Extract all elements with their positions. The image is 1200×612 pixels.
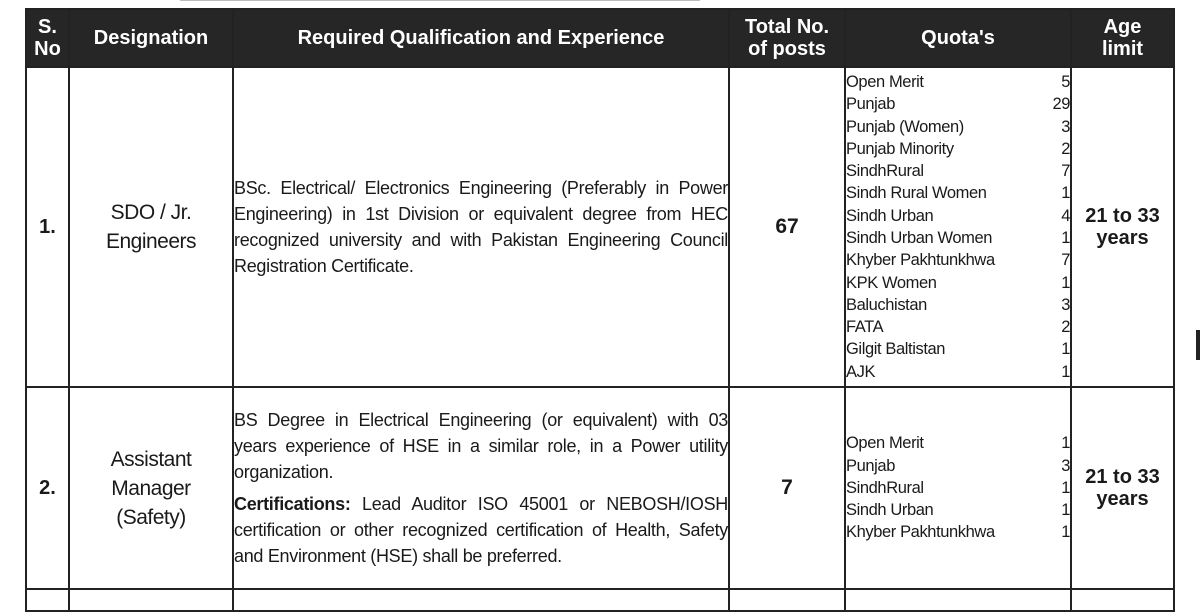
empty-cell bbox=[1071, 589, 1174, 611]
header-designation: Designation bbox=[69, 9, 233, 67]
row-sno: 1. bbox=[26, 67, 69, 387]
quota-item: Punjab (Women) 3 bbox=[846, 117, 1070, 136]
row-sno: 2. bbox=[26, 387, 69, 589]
empty-cell bbox=[845, 589, 1071, 611]
quota-item: Baluchistan 3 bbox=[846, 295, 1070, 314]
row-quota-list bbox=[845, 387, 1071, 589]
row-total-posts: 7 bbox=[729, 387, 845, 589]
quota-item: Gilgit Baltistan 1 bbox=[846, 340, 1070, 359]
quota-item: Sindh Rural Women 1 bbox=[846, 184, 1070, 203]
row-age-limit: 21 to 33 years bbox=[1071, 67, 1174, 387]
row-designation: Assistant Manager (Safety) bbox=[69, 387, 233, 589]
row-quota-list bbox=[845, 67, 1071, 387]
empty-cell bbox=[233, 589, 729, 611]
cropped-top-edge bbox=[180, 0, 700, 7]
table-row bbox=[26, 67, 1174, 387]
empty-cell bbox=[69, 589, 233, 611]
header-quota: Quota's bbox=[845, 9, 1071, 67]
quota-item: Punjab 3 bbox=[846, 456, 1070, 475]
header-qualification: Required Qualification and Experience bbox=[233, 9, 729, 67]
row-age-limit: 21 to 33 years bbox=[1071, 387, 1174, 589]
quota-item: Open Merit 1 bbox=[846, 434, 1070, 453]
quota-item: FATA 2 bbox=[846, 318, 1070, 337]
table-row bbox=[26, 387, 1174, 589]
row-qualification: BS Degree in Electrical Engineering (or equivalent) with 03 years experience of HSE in a similar role, in a Power utility organization. Certifications: Lead Auditor ISO 45001 or NEBOSH/IOSH certification or other recognized certification of Health, Safety and Environment (HSE) shall be preferred. bbox=[233, 387, 729, 589]
quota-item: AJK 1 bbox=[846, 362, 1070, 381]
quota-item: Sindh Urban 1 bbox=[846, 501, 1070, 520]
quota-item: Khyber Pakhtunkhwa 1 bbox=[846, 523, 1070, 542]
table-row-cropped bbox=[26, 589, 1174, 611]
quota-item: SindhRural 7 bbox=[846, 162, 1070, 181]
empty-cell bbox=[26, 589, 69, 611]
row-qualification: BSc. Electrical/ Electronics Engineering (Preferably in Power Engineering) in 1st Division or equivalent degree from HEC recognized university and with Pakistan Engineering Council Registration Certificate. bbox=[233, 67, 729, 387]
quota-item: Open Merit 5 bbox=[846, 72, 1070, 91]
posts-table bbox=[25, 8, 1175, 612]
row-designation: SDO / Jr. Engineers bbox=[69, 67, 233, 387]
header-sno: S. No bbox=[26, 9, 69, 67]
header-total-posts: Total No. of posts bbox=[729, 9, 845, 67]
quota-item: Sindh Urban 4 bbox=[846, 206, 1070, 225]
quota-item: Sindh Urban Women 1 bbox=[846, 229, 1070, 247]
row-total-posts: 67 bbox=[729, 67, 845, 387]
quota-item: SindhRural 1 bbox=[846, 478, 1070, 497]
right-edge-mark bbox=[1196, 330, 1200, 360]
empty-cell bbox=[729, 589, 845, 611]
quota-item: Khyber Pakhtunkhwa 7 bbox=[846, 251, 1070, 270]
certifications: Certifications: Lead Auditor ISO 45001 or NEBOSH/IOSH certification or other recognized certification of Health, Safety and Environment (HSE) shall be preferred. bbox=[234, 494, 728, 566]
quota-item: Punjab 29 bbox=[846, 95, 1070, 114]
quota-item: Punjab Minority 2 bbox=[846, 139, 1070, 158]
quota-item: KPK Women 1 bbox=[846, 273, 1070, 292]
header-age-limit: Age limit bbox=[1071, 9, 1174, 67]
header-row bbox=[26, 9, 1174, 67]
